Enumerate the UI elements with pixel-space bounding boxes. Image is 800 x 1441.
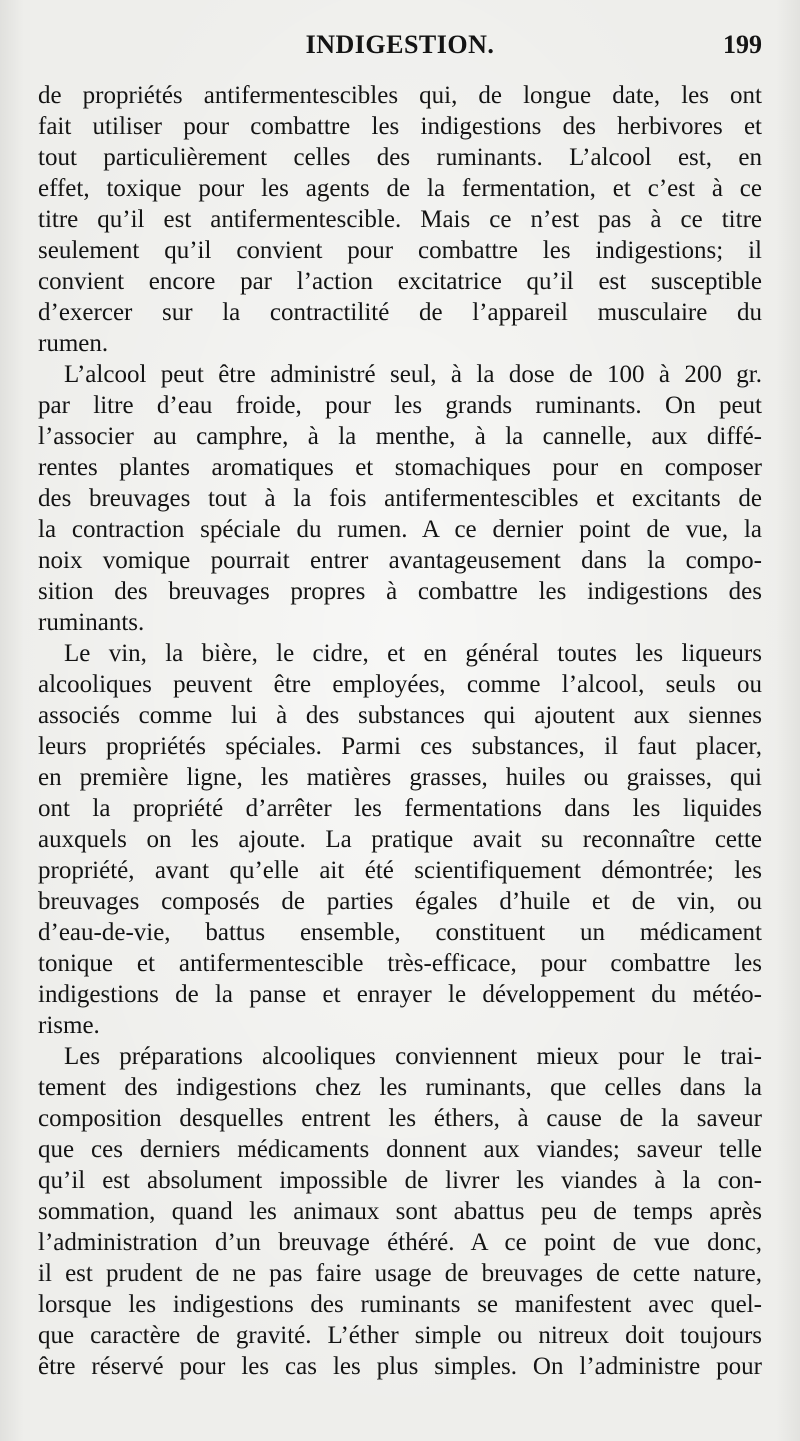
- text-line: propriété, avant qu’elle ait été scientifiquement démontrée; les: [38, 857, 762, 884]
- text-line: leurs propriétés spéciales. Parmi ces substances, il faut placer,: [38, 733, 762, 760]
- text-line: auxquels on les ajoute. La pratique avait su reconnaître cette: [38, 826, 762, 853]
- text-line: breuvages composés de parties égales d’huile et de vin, ou: [38, 888, 762, 915]
- text-line: que caractère de gravité. L’éther simple ou nitreux doit toujours: [38, 1322, 762, 1349]
- text-line: il est prudent de ne pas faire usage de breuvages de cette nature,: [38, 1260, 762, 1287]
- text-line: lorsque les indigestions des ruminants se manifestent avec quel-: [38, 1291, 762, 1318]
- text-line: être réservé pour les cas les plus simples. On l’administre pour: [38, 1353, 762, 1380]
- text-line: la contraction spéciale du rumen. A ce dernier point de vue, la: [38, 516, 762, 543]
- text-line: associés comme lui à des substances qui ajoutent aux siennes: [38, 702, 762, 729]
- text-line: Le vin, la bière, le cidre, et en général toutes les liqueurs: [64, 640, 762, 667]
- text-line: l’administration d’un breuvage éthéré. A ce point de vue donc,: [38, 1229, 762, 1256]
- text-line: rentes plantes aromatiques et stomachiques pour en composer: [38, 454, 762, 481]
- text-line: effet, toxique pour les agents de la fermentation, et c’est à ce: [38, 175, 762, 202]
- text-line: noix vomique pourrait entrer avantageusement dans la compo-: [38, 547, 762, 574]
- text-line: des breuvages tout à la fois antifermentescibles et excitants de: [38, 485, 762, 512]
- running-title: INDIGESTION.: [305, 30, 495, 59]
- text-line: en première ligne, les matières grasses, huiles ou graisses, qui: [38, 764, 762, 791]
- text-line: que ces derniers médicaments donnent aux viandes; saveur telle: [38, 1136, 762, 1163]
- text-line: tout particulièrement celles des ruminants. L’alcool est, en: [38, 144, 762, 171]
- text-line: indigestions de la panse et enrayer le développement du météo-: [38, 981, 762, 1008]
- text-line: fait utiliser pour combattre les indigestions des herbivores et: [38, 113, 762, 140]
- text-line: sommation, quand les animaux sont abattus peu de temps après: [38, 1198, 762, 1225]
- text-line: tement des indigestions chez les ruminants, que celles dans la: [38, 1074, 762, 1101]
- text-line: convient encore par l’action excitatrice qu’il est susceptible: [38, 268, 762, 295]
- text-line: par litre d’eau froide, pour les grands ruminants. On peut: [38, 392, 762, 419]
- text-line: d’exercer sur la contractilité de l’appareil musculaire du: [38, 299, 762, 326]
- text-line: titre qu’il est antifermentescible. Mais ce n’est pas à ce titre: [38, 206, 762, 233]
- page-number: 199: [723, 30, 762, 59]
- body-text: [38, 80, 762, 1382]
- text-line: Les préparations alcooliques conviennent mieux pour le trai-: [64, 1043, 762, 1070]
- text-line: ruminants.: [38, 609, 145, 636]
- text-line: composition desquelles entrent les éthers, à cause de la saveur: [38, 1105, 762, 1132]
- text-line: de propriétés antifermentescibles qui, de longue date, les ont: [38, 82, 762, 109]
- text-line: tonique et antifermentescible très-efficace, pour combattre les: [38, 950, 762, 977]
- text-line: L’alcool peut être administré seul, à la dose de 100 à 200 gr.: [64, 361, 762, 388]
- text-line: sition des breuvages propres à combattre les indigestions des: [38, 578, 762, 605]
- text-line: seulement qu’il convient pour combattre les indigestions; il: [38, 237, 762, 264]
- text-line: ont la propriété d’arrêter les fermentations dans les liquides: [38, 795, 762, 822]
- text-line: rumen.: [38, 330, 109, 357]
- text-line: d’eau-de-vie, battus ensemble, constituent un médicament: [38, 919, 762, 946]
- running-head: [38, 30, 762, 64]
- text-line: risme.: [38, 1012, 100, 1039]
- text-line: qu’il est absolument impossible de livrer les viandes à la con-: [38, 1167, 762, 1194]
- text-line: alcooliques peuvent être employées, comme l’alcool, seuls ou: [38, 671, 762, 698]
- text-line: l’associer au camphre, à la menthe, à la cannelle, aux diffé-: [38, 423, 762, 450]
